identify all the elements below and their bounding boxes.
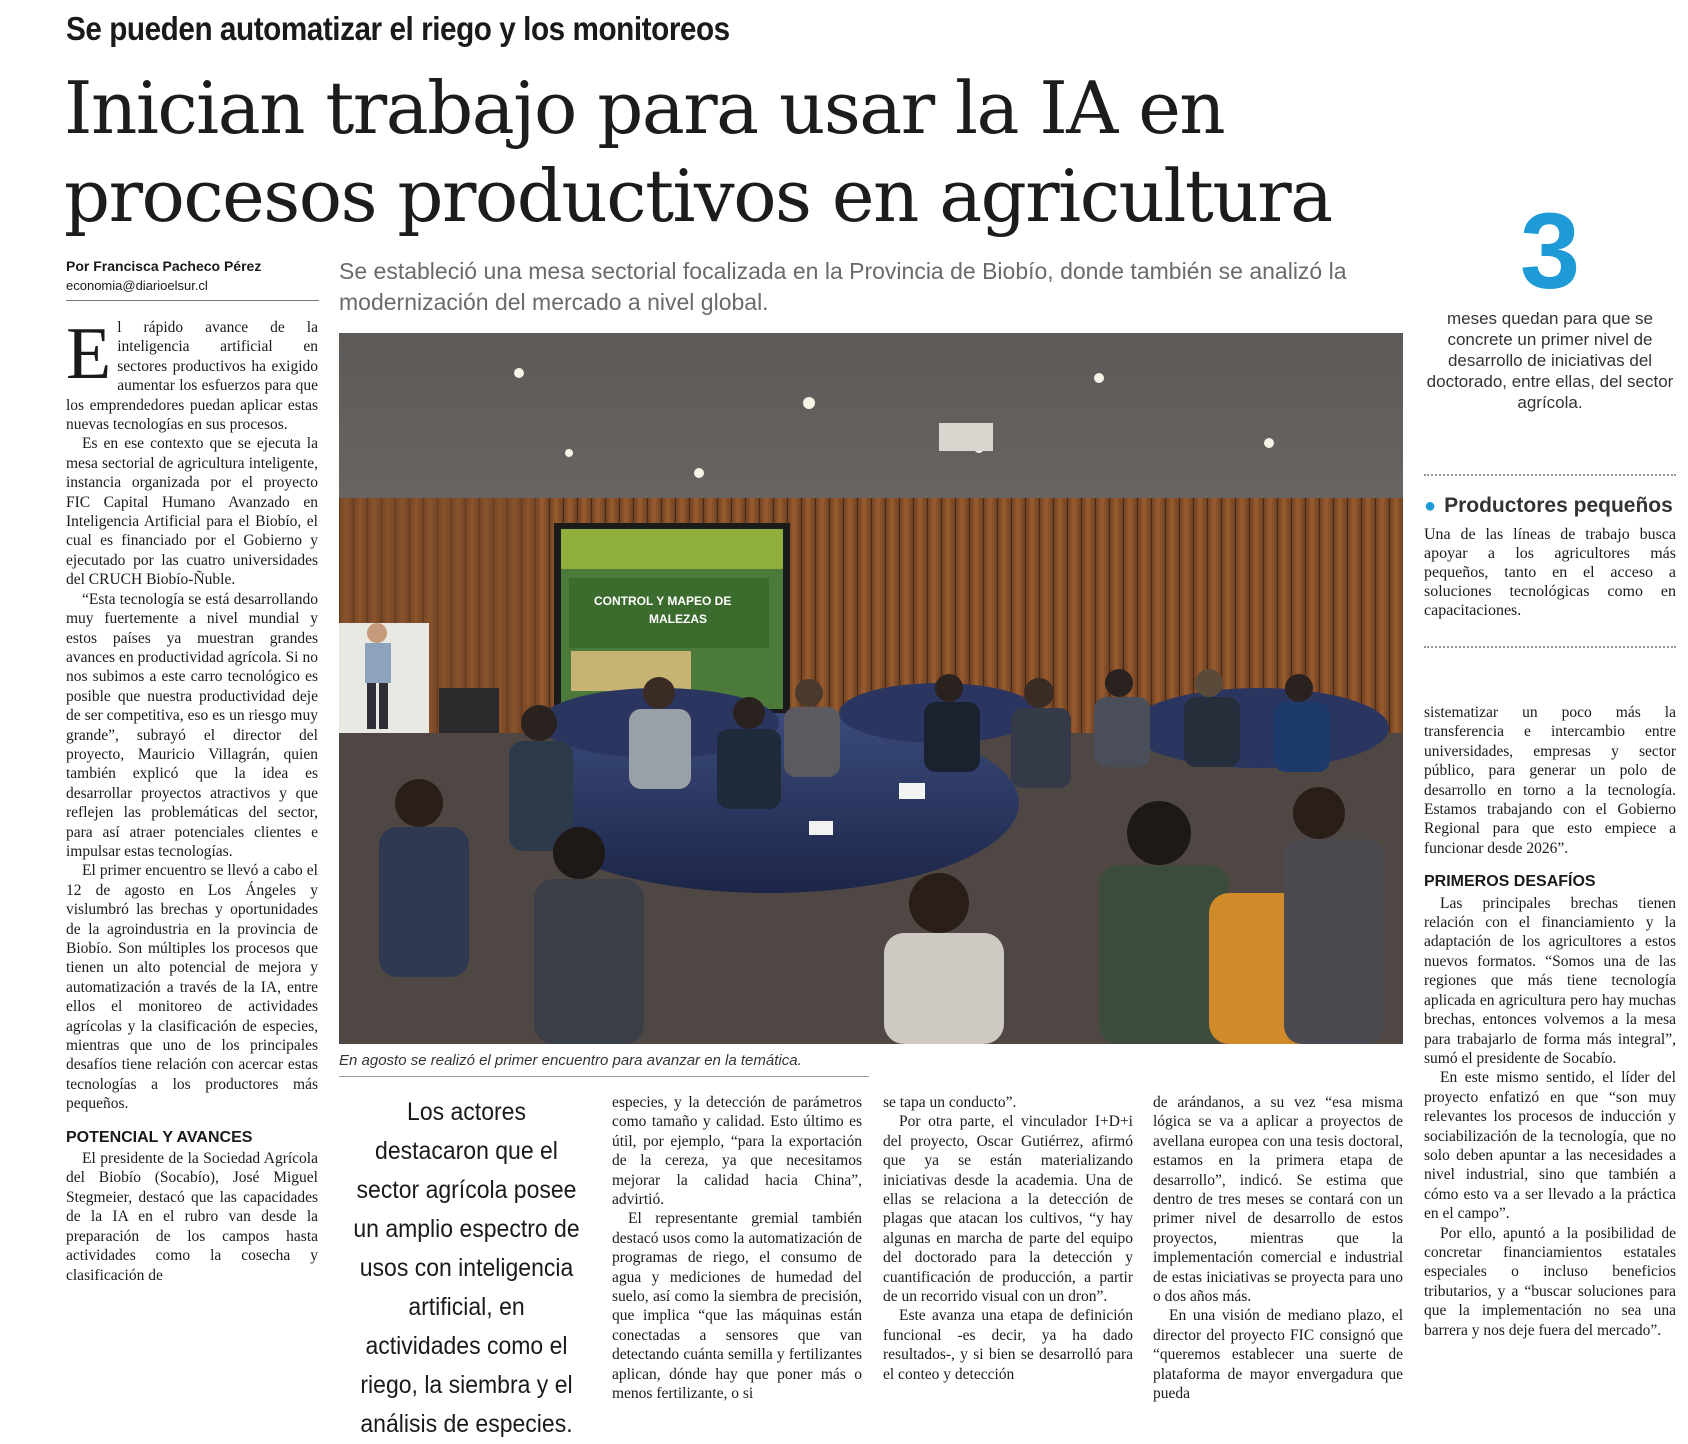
kicker: Se pueden automatizar el riego y los monitoreos <box>66 10 730 47</box>
body-paragraph: El primer encuentro se llevó a cabo el 12 de agosto en Los Ángeles y vislumbró las brechas y oportunidades de la agroindustria en la provincia de Biobío. Son múltiples los procesos que tienen un alto potencial de mejora y automatización a través de la IA, entre ellos el monitoreo de actividades agrícolas y la clasificación de especies, mientras que uno de los principales desafíos tiene relación con acercar estas tecnologías a los productores más pequeños. <box>66 862 318 1113</box>
body-column-4 <box>1153 1093 1403 1404</box>
body-paragraph: Por otra parte, el vinculador I+D+i del proyecto, Oscar Gutiérrez, afirmó que ya se están materializando iniciativas desde la academia. Una de ellas se relaciona a la detección de plagas que atacan los cultivos, “y hay algunas en marcha de parte del equipo del doctorado para la detección y cuantificación de producción, a partir de un recorrido visual con un dron”. <box>883 1113 1133 1306</box>
subheadline: Se estableció una mesa sectorial focalizada en la Provincia de Biobío, donde también se analizó la modernización del mercado a nivel global. <box>339 258 1347 315</box>
body-column-3 <box>883 1093 1133 1384</box>
body-paragraph: El presidente de la Sociedad Agrícola del Biobío (Socabío), José Miguel Stegmeier, destacó que las capacidades de la IA en el rubro van desde la preparación de los campos hasta actividades como la cosecha y clasificación de <box>66 1150 318 1284</box>
paragraph-text: l rápido avance de la inteligencia artificial en sectores productivos ha exigido aumentar los esfuerzos para que los emprendedores puedan aplicar estas nuevas tecnologías en sus procesos. <box>66 319 318 434</box>
byline-author: Por Francisca Pacheco Pérez <box>66 258 262 274</box>
body-paragraph: Este avanza una etapa de definición funcional -es decir, ya ha dado resultados-, y si bien se desarrolló para el conteo y detección <box>883 1307 1133 1383</box>
body-column-1 <box>66 313 318 1285</box>
section-heading: POTENCIAL Y AVANCES <box>66 1128 253 1146</box>
drop-cap: E <box>66 313 112 395</box>
body-column-5 <box>1424 703 1676 1340</box>
body-paragraph: En este mismo sentido, el líder del proyecto enfatizó en que “son muy relevantes los procesos de inducción y sociabilización de la tecnología, que no solo deben apuntar a las necesidades a nivel industrial, sino que también a cómo esto va a ser llevado a la práctica en el campo”. <box>1424 1069 1676 1223</box>
section-heading: PRIMEROS DESAFÍOS <box>1424 873 1596 891</box>
body-paragraph <box>66 313 318 434</box>
highlight-number-text: meses quedan para que se concrete un primer nivel de desarrollo de iniciativas del doctorado, entre ellas, del sector agrícola. <box>1426 309 1674 412</box>
highlight-number: 3 <box>1519 190 1581 311</box>
byline-email: economia@diarioelsur.cl <box>66 278 208 293</box>
body-paragraph: sistematizar un poco más la transferencia e intercambio entre universidades, empresas y sector público, para generar un polo de desarrollo en torno a la tecnología. Estamos trabajando con el Gobierno Regional para que esto empiece a funcionar desde 2026”. <box>1424 704 1676 857</box>
pull-quote: Los actores destacaron que el sector agrícola posee un amplio espectro de usos con inteligencia artificial, en actividades como el riego, la siembra y el análisis de especies. <box>353 1098 580 1438</box>
sidebar-divider <box>1424 474 1676 476</box>
byline-divider <box>66 300 319 301</box>
screen-text: CONTROL Y MAPEO DE <box>594 594 732 608</box>
body-paragraph: En una visión de mediano plazo, el director del proyecto FIC consignó que “queremos establecer una suerte de plataforma de mayor envergadura que pueda <box>1153 1307 1403 1403</box>
headline: Inician trabajo para usar la IA en procesos productivos en agricultura <box>64 66 1332 238</box>
body-paragraph: Por ello, apuntó a la posibilidad de concretar financiamientos estatales especiales o incluso beneficios tributarios, y a “buscar soluciones para que la implementación no sea una barrera y nos deje fuera del mercado”. <box>1424 1224 1676 1339</box>
conference-photo-illustration <box>339 333 1403 1044</box>
photo-caption: En agosto se realizó el primer encuentro para avanzar en la temática. <box>339 1052 802 1069</box>
screen-text: MALEZAS <box>649 612 707 626</box>
body-column-2 <box>612 1093 862 1404</box>
sidebar-box-title <box>1424 494 1676 518</box>
sidebar-box-text <box>1424 525 1676 620</box>
sidebar-paragraph: Una de las líneas de trabajo busca apoyar a los agricultores más pequeños, tanto en el acceso a soluciones tecnológicas como en capacitaciones. <box>1424 526 1676 619</box>
sidebar-box-title-text: Productores pequeños <box>1444 494 1673 517</box>
body-paragraph: Las principales brechas tienen relación con el financiamiento y la adaptación de los agricultores a estos nuevos formatos. “Somos una de las regiones que más tiene tecnología aplicada en agricultura pero hay muchas brechas, entonces volvemos a la mesa para trabajarlo de forma más integral”, sumó el presidente de Socabío. <box>1424 894 1676 1067</box>
body-paragraph: de arándanos, a su vez “esa misma lógica se va a aplicar a proyectos de avellana europea con una tesis doctoral, estamos en la primera etapa de desarrollo”, indicó. Se estima que dentro de tres meses se contará con un primer nivel de desarrollo de estos proyectos, mientras que la implementación comercial e industrial de estas iniciativas se proyecta para uno o dos años más. <box>1153 1094 1403 1306</box>
sidebar-divider <box>1424 646 1676 648</box>
caption-divider <box>339 1076 869 1077</box>
body-paragraph: El representante gremial también destacó usos como la automatización de programas de riego, el consumo de agua y mediciones de humedad del suelo, así como la siembra de precisión, que implica “que las máquinas están conectadas a sensores que van detectando cuánta semilla y fertilizantes aplican, dónde hay que poner más o menos fertilizante, o si <box>612 1210 862 1403</box>
body-paragraph: “Esta tecnología se está desarrollando muy fuertemente a nivel mundial y estos países ya muestran grandes avances en productividad agrícola. Si no nos subimos a este carro tecnológico es posible que nuestra productividad deje de ser competitiva, eso es un riesgo muy grande”, subrayó el director del proyecto, Mauricio Villagrán, quien también explicó que la idea es desarrollar proyectos atractivos y que reflejen las problemáticas del sector, para así atraer potenciales clientes e impulsar estas tecnologías. <box>66 590 318 860</box>
bullet-icon: ● <box>1424 495 1437 517</box>
article-photo <box>339 333 1403 1044</box>
body-paragraph: especies, y la detección de parámetros como tamaño y calidad. Esto último es útil, por ejemplo, “para la exportación de la cereza, ya que necesitamos mejorar la calidad hacia China”, advirtió. <box>612 1094 862 1209</box>
body-paragraph: se tapa un conducto”. <box>883 1094 1017 1111</box>
body-paragraph: Es en ese contexto que se ejecuta la mesa sectorial de agricultura inteligente, instancia organizada por el proyecto FIC Capital Humano Avanzado en Inteligencia Artificial para el Biobío, el cual es financiado por el Gobierno y ejecutado por las cuatro universidades del CRUCH Biobío-Ñuble. <box>66 435 318 589</box>
